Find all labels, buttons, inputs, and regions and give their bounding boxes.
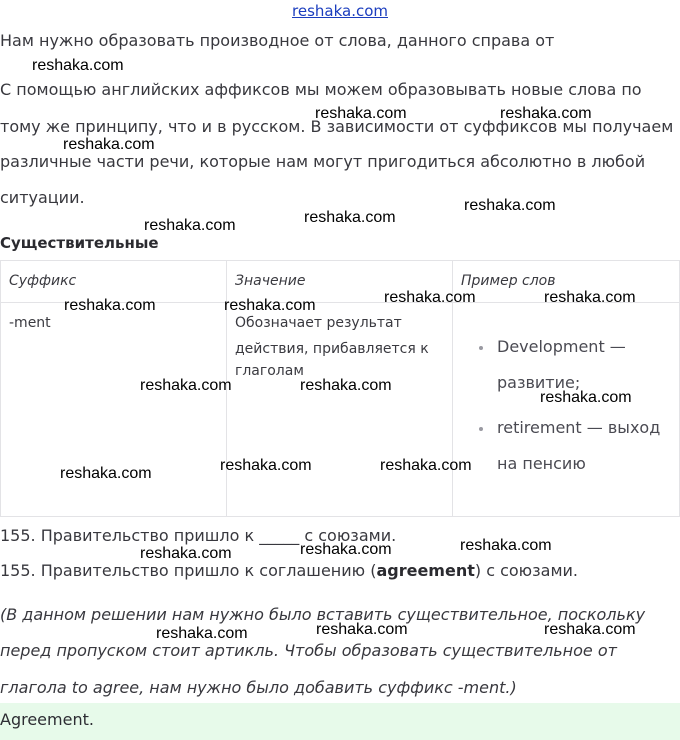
example-item-line: retirement — выход — [497, 418, 661, 437]
table-header-meaning: Значение — [235, 273, 306, 289]
watermark: reshaka.com — [544, 621, 636, 638]
example-item-line: на пенсию — [497, 454, 586, 473]
answer-prefix: 155. Правительство пришло к соглашению ( — [0, 561, 377, 580]
watermark: reshaka.com — [64, 297, 156, 314]
section-heading: Существительные — [0, 234, 159, 252]
answer-text: Agreement. — [0, 710, 94, 729]
watermark: reshaka.com — [500, 105, 592, 122]
exercise-answer — [0, 561, 578, 580]
explanation-line: глагола to agree, нам нужно было добавить суффикс -ment.) — [0, 678, 517, 697]
watermark: reshaka.com — [464, 197, 556, 214]
table-cell-meaning-line: глаголам — [235, 363, 304, 379]
table-header-examples: Пример слов — [461, 273, 556, 289]
answer-word: agreement — [376, 561, 475, 580]
table-cell-meaning-line: действия, прибавляется к — [235, 341, 429, 357]
watermark: reshaka.com — [540, 389, 632, 406]
watermark: reshaka.com — [384, 289, 476, 306]
watermark: reshaka.com — [460, 537, 552, 554]
example-item-line: Development — — [497, 337, 626, 356]
watermark: reshaka.com — [544, 289, 636, 306]
paragraph-line: тому же принципу, что и в русском. В зависимости от суффиксов мы получаем — [0, 117, 674, 136]
watermark: reshaka.com — [316, 621, 408, 638]
watermark: reshaka.com — [63, 136, 155, 153]
table-cell-suffix: -ment — [9, 315, 51, 331]
table-cell-meaning-line: Обозначает результат — [235, 315, 402, 331]
bullet-icon — [479, 427, 483, 431]
watermark: reshaka.com — [300, 377, 392, 394]
site-link[interactable]: reshaka.com — [292, 2, 388, 20]
paragraph-line: ситуации. — [0, 188, 85, 207]
answer-suffix: ) с союзами. — [474, 561, 578, 580]
watermark: reshaka.com — [300, 541, 392, 558]
watermark: reshaka.com — [140, 377, 232, 394]
watermark: reshaka.com — [140, 545, 232, 562]
paragraph-line: различные части речи, которые нам могут пригодиться абсолютно в любой — [0, 152, 646, 171]
exercise-task: 155. Правительство пришло к _____ с союзами. — [0, 526, 397, 545]
example-item-line: развитие; — [497, 373, 581, 392]
watermark: reshaka.com — [304, 209, 396, 226]
watermark: reshaka.com — [144, 217, 236, 234]
watermark: reshaka.com — [315, 105, 407, 122]
watermark: reshaka.com — [156, 625, 248, 642]
explanation-line: перед пропуском стоит артикль. Чтобы образовать существительное от — [0, 641, 617, 660]
watermark: reshaka.com — [220, 457, 312, 474]
watermark: reshaka.com — [380, 457, 472, 474]
table-header-suffix: Суффикс — [9, 273, 77, 289]
answer-box — [0, 703, 680, 740]
intro-line-1: Нам нужно образовать производное от слова, данного справа от — [0, 31, 555, 50]
watermark: reshaka.com — [60, 465, 152, 482]
bullet-icon — [479, 346, 483, 350]
explanation-line: (В данном решении нам нужно было вставить существительное, поскольку — [0, 605, 646, 624]
paragraph-line: С помощью английских аффиксов мы можем образовывать новые слова по — [0, 80, 642, 99]
watermark: reshaka.com — [224, 297, 316, 314]
watermark: reshaka.com — [32, 57, 124, 74]
